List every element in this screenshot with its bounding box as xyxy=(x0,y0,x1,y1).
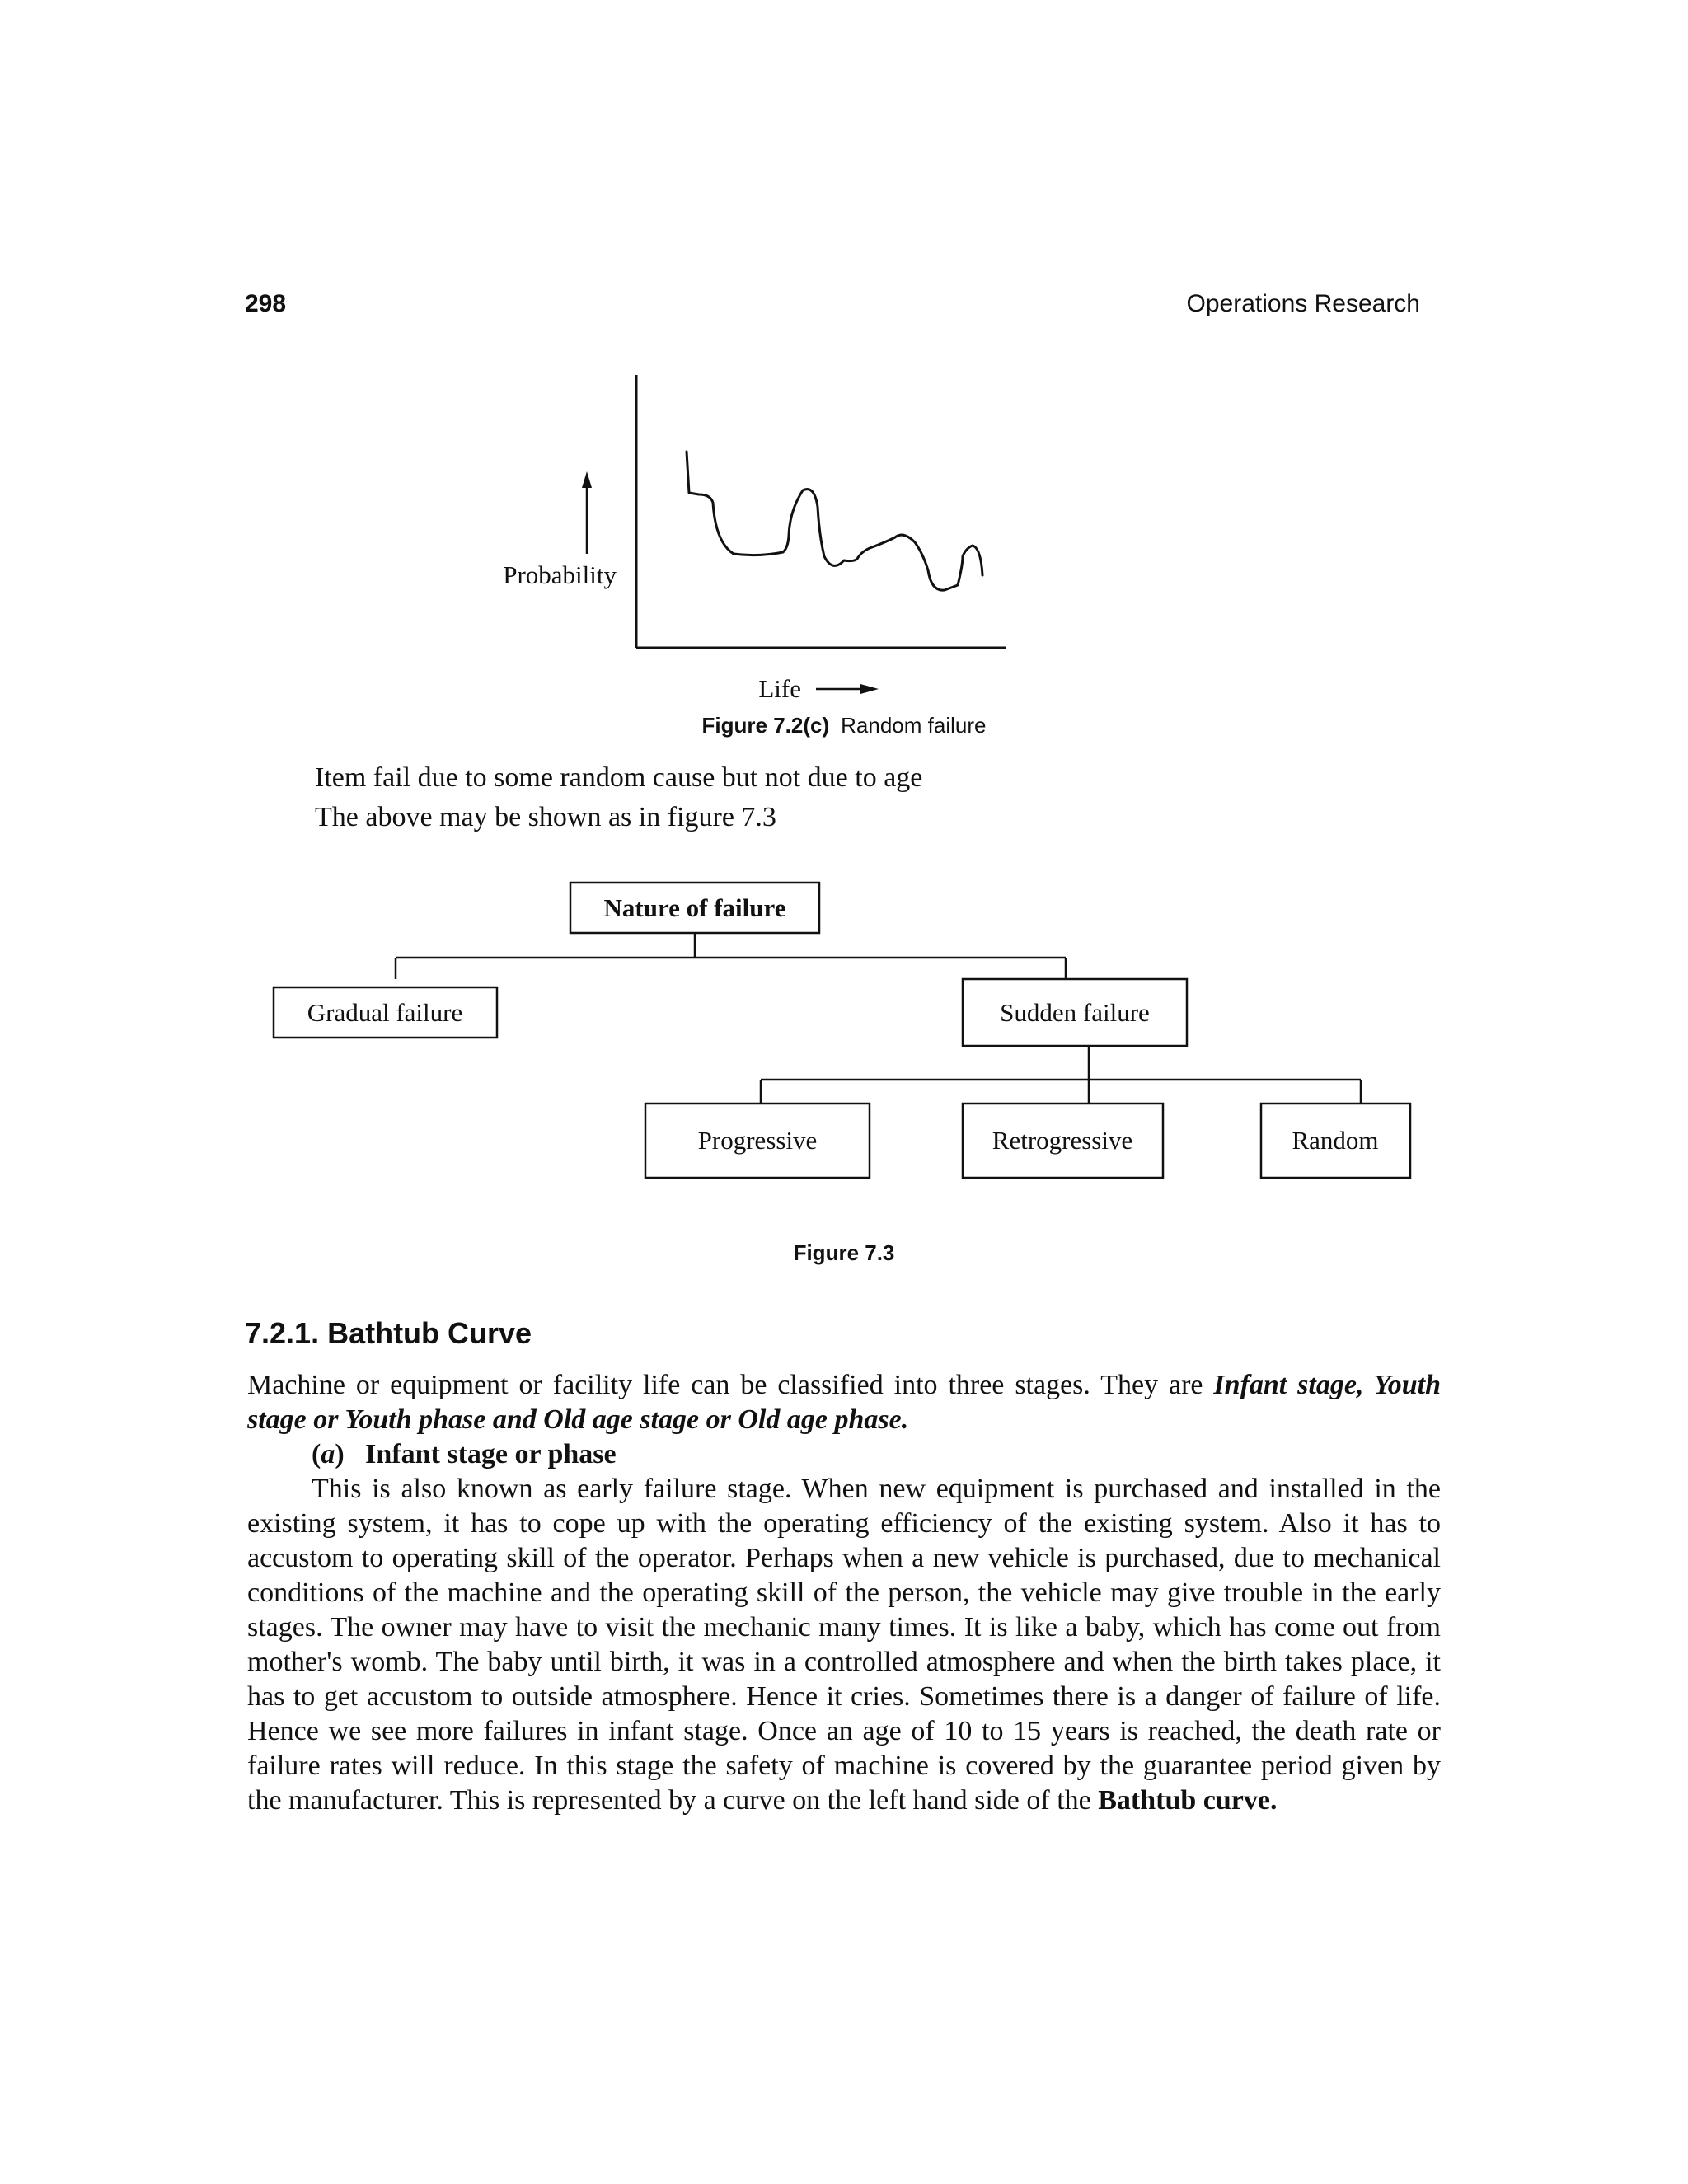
paragraph-text: This is also known as early failure stage. When new equipment is purchased and installed in the existing system, it has to cope up with the operating efficiency of the existing system. Also it has to accustom to operating skill of the operator. Perhaps when a new vehicle is purchased, due to mechanical conditions of the machine and the operating skill of the person, the vehicle may give trouble in the early stages. The owner may have to visit the mechanic many times. It is like a baby, which has come out from mother's womb. The baby until birth, it was in a controlled atmosphere and when the birth takes place, it has to get accustom to outside atmosphere. Hence it cries. Sometimes there is a danger of failure of life. Hence we see more failures in infant stage. Once an age of 10 to 15 years is reached, the death rate or failure rates will reduce. In this stage the safety of machine is covered by the guarantee period given by the manufacturer. This is represented by a curve on the left hand side of the xyxy=(247,1474,1441,1816)
y-axis-label: Probability xyxy=(503,560,617,589)
page-number: 298 xyxy=(245,290,287,317)
node-retrogressive: Retrogressive xyxy=(992,1126,1133,1155)
figure-7-2c-caption-label: Figure 7.2(c) xyxy=(701,713,830,738)
section-body xyxy=(247,1368,1441,1818)
node-gradual-failure: Gradual failure xyxy=(307,998,463,1027)
figure-7-2c-caption-text: Random failure xyxy=(841,713,987,738)
sub-heading-marker-close: ) xyxy=(335,1439,345,1469)
lead-text: Machine or equipment or facility life can be classified into three stages. They are xyxy=(247,1370,1214,1400)
failure-curve xyxy=(687,452,982,590)
paragraph-emphasis: Bathtub curve. xyxy=(1098,1785,1278,1816)
probability-arrowhead-icon xyxy=(582,471,592,488)
node-sudden-failure: Sudden failure xyxy=(1000,998,1150,1027)
node-nature-of-failure: Nature of failure xyxy=(603,893,786,922)
sub-heading-text: Infant stage or phase xyxy=(365,1439,617,1469)
x-axis-label: Life xyxy=(758,674,801,703)
intro-line-1: Item fail due to some random cause but not due to age xyxy=(315,762,923,793)
figure-7-2c-caption xyxy=(0,713,1688,738)
node-random: Random xyxy=(1292,1126,1379,1155)
intro-line-2: The above may be shown as in figure 7.3 xyxy=(315,802,776,832)
lead-paragraph xyxy=(247,1368,1441,1437)
sub-heading xyxy=(247,1437,1441,1472)
running-head: Operations Research xyxy=(1186,290,1420,317)
lead-emphasis: Infant stage, Youth stage or Youth phase and Old age stage or Old age phase. xyxy=(247,1370,1441,1435)
nature-of-failure-diagram xyxy=(264,874,1418,1203)
sub-heading-marker: a xyxy=(321,1439,335,1469)
life-arrowhead-icon xyxy=(860,684,879,694)
figure-7-3-caption: Figure 7.3 xyxy=(793,1240,895,1265)
sub-heading-marker-open: ( xyxy=(312,1439,321,1469)
random-failure-figure xyxy=(495,371,1022,709)
infant-stage-paragraph xyxy=(247,1472,1441,1818)
node-progressive: Progressive xyxy=(697,1126,818,1155)
section-heading: 7.2.1. Bathtub Curve xyxy=(245,1316,532,1350)
